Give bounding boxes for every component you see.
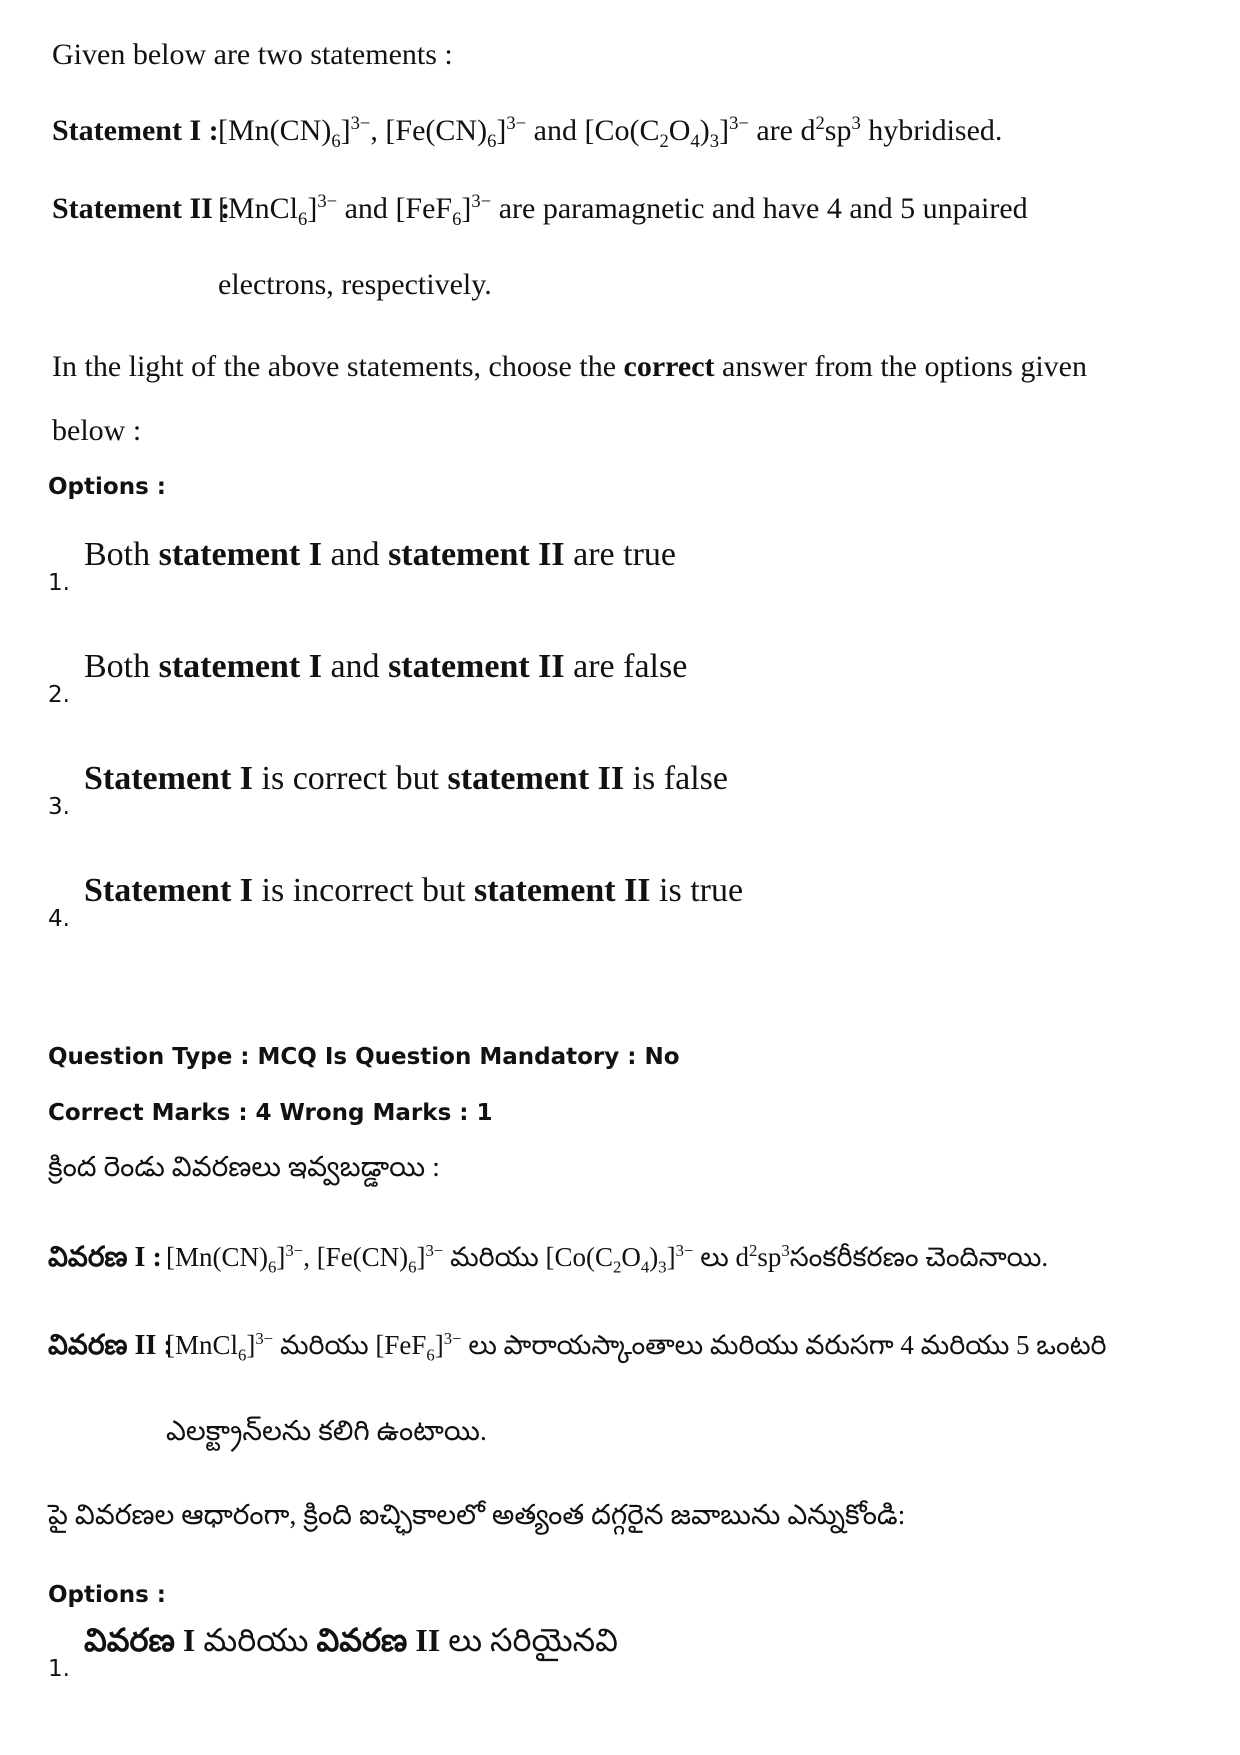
option-text-span: is correct but xyxy=(253,760,448,797)
option-text-1[interactable] xyxy=(84,536,676,574)
options-label: Options : xyxy=(48,474,166,500)
statement-1 xyxy=(52,113,1003,152)
statement-2-label-telugu: వివరణ II : xyxy=(48,1330,173,1361)
statement-1-label-telugu: వివరణ I : xyxy=(48,1242,162,1273)
option-number-4: 4. xyxy=(48,906,70,932)
statement-2-label: Statement II : xyxy=(52,192,231,225)
option-text-span: is incorrect but xyxy=(253,872,474,909)
statement-1-telugu xyxy=(48,1241,1049,1280)
option-text-te-1[interactable] xyxy=(84,1622,618,1667)
option-text-4[interactable] xyxy=(84,872,743,910)
option-bold-text: statement II xyxy=(473,872,651,909)
statement-1-label: Statement I : xyxy=(52,114,219,147)
options-label-telugu: Options : xyxy=(48,1582,166,1608)
option-number-1: 1. xyxy=(48,570,70,596)
statement-2-text: [MnCl$_6$]$^{3-}$ and $[FeF_6]^{3-}$ are paramagnetic and have 4 and 5 unpaired xyxy=(218,191,1028,230)
marks-line: Correct Marks : 4 Wrong Marks : 1 xyxy=(48,1100,493,1126)
option-bold-text: statement II xyxy=(447,760,625,797)
statement-2-line2-telugu: ఎలక్ట్రాన్‌లను కలిగి ఉంటాయి. xyxy=(166,1416,487,1447)
option-text-span: are false xyxy=(564,648,688,685)
option-number-te-1: 1. xyxy=(48,1656,70,1682)
statement-1-text: $[Mn(CN)_6]^{3-}$, $[Fe(CN)_6]^{3-}$ and $[Co(C_2O_4)_3]^{3-}$ are $d^2sp^3$ hybridised. xyxy=(218,113,1003,152)
statement-2-line2: electrons, respectively. xyxy=(218,268,492,301)
option-text-span: Both xyxy=(84,648,159,685)
question-prompt-telugu: పై వివరణల ఆధారంగా, క్రింది ఐచ్ఛికాలలో అత్యంత దగ్గరైన జవాబును ఎన్నుకోండి: xyxy=(48,1500,906,1531)
option-bold-text: Statement I xyxy=(84,872,254,909)
option-number-2: 2. xyxy=(48,682,70,708)
option-bold-text: వివరణ I xyxy=(84,1622,196,1658)
option-text-span: లు సరియైనవి xyxy=(440,1622,618,1658)
option-bold-text: statement I xyxy=(158,648,322,685)
question-intro: Given below are two statements : xyxy=(52,38,453,71)
option-text-span: మరియు xyxy=(195,1622,317,1658)
option-number-3: 3. xyxy=(48,794,70,820)
option-text-span: and xyxy=(321,536,389,573)
question-prompt-line2: below : xyxy=(52,414,142,447)
statement-2-telugu xyxy=(48,1329,1107,1368)
option-text-2[interactable] xyxy=(84,648,687,686)
statement-1-text-telugu: $[Mn(CN)_6]^{3-}$, $[Fe(CN)_6]^{3-}$ మరియు $[Co(C_2O_4)_3]^{3-}$ లు $d^2sp^3సంకరీకరణం$ చెందినాయి. xyxy=(166,1241,1049,1277)
statement-2-text-telugu: [MnCl$_6$]$^{3-}$ మరియు $[FeF_6]^{3-}$ లు పారాయస్కాంతాలు మరియు వరుసగా 4 మరియు 5 ఒంటరి xyxy=(166,1329,1107,1365)
option-bold-text: వివరణ II xyxy=(316,1622,441,1658)
option-text-span: Both xyxy=(84,536,159,573)
option-bold-text: statement II xyxy=(388,648,565,685)
option-text-span: is true xyxy=(650,872,744,909)
option-bold-text: Statement I xyxy=(84,760,254,797)
option-bold-text: statement I xyxy=(158,536,322,573)
question-type-line: Question Type : MCQ Is Question Mandatory : No xyxy=(48,1044,680,1070)
option-text-span: are true xyxy=(564,536,677,573)
option-text-3[interactable] xyxy=(84,760,728,798)
option-text-span: and xyxy=(321,648,389,685)
option-text-span: is false xyxy=(624,760,728,797)
question-prompt: In the light of the above statements, choose the correct answer from the options given xyxy=(52,350,1087,383)
question-intro-telugu: క్రింద రెండు వివరణలు ఇవ్వబడ్డాయి : xyxy=(48,1152,440,1183)
option-bold-text: statement II xyxy=(388,536,565,573)
statement-2 xyxy=(52,191,1028,230)
